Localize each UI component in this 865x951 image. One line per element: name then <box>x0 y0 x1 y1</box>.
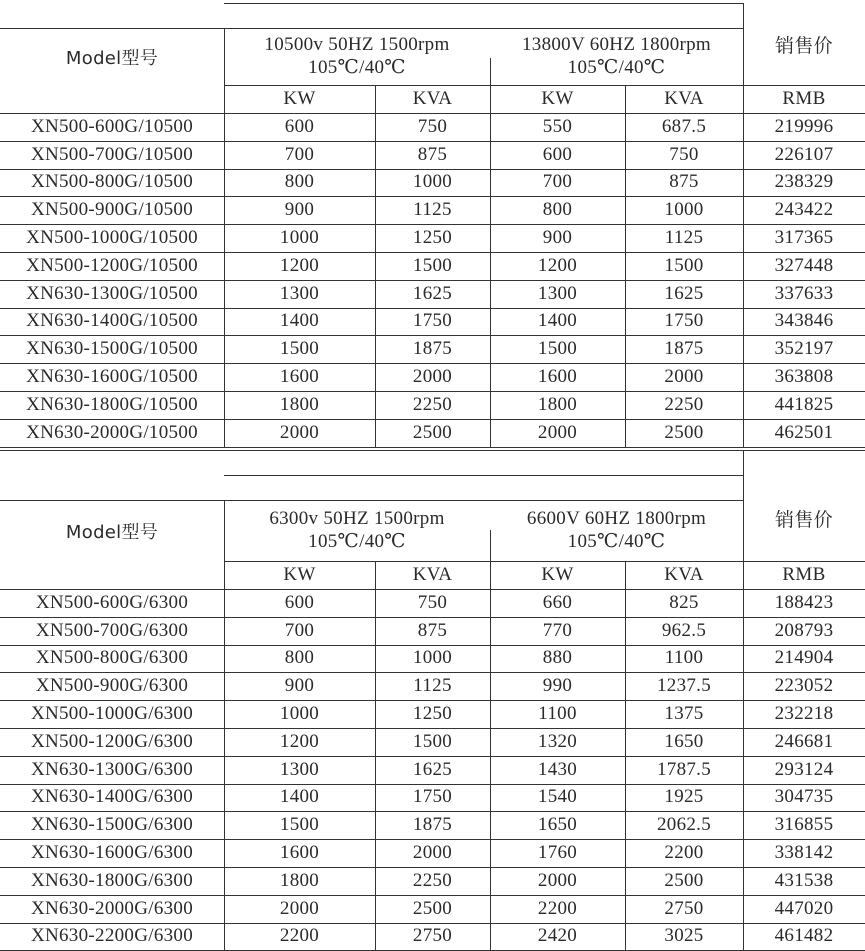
unit-header: RMB <box>782 88 826 109</box>
grid-line-vertical <box>625 561 626 950</box>
kw-a-cell: 2000 <box>279 421 320 443</box>
table-row <box>0 252 865 280</box>
kva-a-cell: 750 <box>417 591 448 613</box>
table-row <box>0 589 865 617</box>
kva-b-cell: 1750 <box>664 310 704 332</box>
price-header-label: 销售价 <box>775 34 833 57</box>
model-cell: XN630-1300G/6300 <box>30 758 194 780</box>
model-cell: XN500-800G/6300 <box>35 647 189 669</box>
unit-header: KW <box>283 564 316 585</box>
grid-line-vertical <box>743 475 744 950</box>
price-cell: 363808 <box>774 366 834 388</box>
grid-line-horizontal <box>224 85 865 86</box>
kw-a-cell: 1500 <box>279 814 320 836</box>
table-row <box>0 756 865 784</box>
unit-header: KVA <box>412 564 453 585</box>
kw-a-cell: 700 <box>284 619 315 641</box>
kva-b-cell: 1650 <box>664 730 704 752</box>
condition-b-temperature: 105℃/40℃ <box>567 531 666 552</box>
kva-a-cell: 1875 <box>412 814 453 836</box>
price-cell: 441825 <box>774 393 834 415</box>
kva-b-cell: 1125 <box>664 227 704 249</box>
kva-a-cell: 2250 <box>412 393 453 415</box>
kw-a-cell: 600 <box>284 115 315 137</box>
grid-line-horizontal <box>224 475 743 476</box>
grid-line-horizontal <box>0 811 865 812</box>
table-header <box>0 28 865 85</box>
model-cell: XN630-2000G/10500 <box>26 421 198 443</box>
kva-a-cell: 875 <box>417 619 448 641</box>
kva-b-cell: 1875 <box>664 338 704 360</box>
kva-b-cell: 2500 <box>664 869 704 891</box>
table-row <box>0 363 865 391</box>
kw-b-cell: 1200 <box>537 254 578 276</box>
grid-line-vertical <box>743 450 744 475</box>
table-row <box>0 728 865 756</box>
price-cell: 219996 <box>774 115 834 137</box>
kva-a-cell: 1875 <box>412 338 453 360</box>
price-cell: 238329 <box>774 171 834 193</box>
kw-a-cell: 1200 <box>279 254 320 276</box>
price-cell: 431538 <box>774 869 834 891</box>
kw-a-cell: 1300 <box>279 758 320 780</box>
kva-b-cell: 2750 <box>664 897 704 919</box>
kw-b-cell: 2000 <box>537 421 578 443</box>
grid-line-horizontal <box>0 308 865 309</box>
price-cell: 188423 <box>774 591 834 613</box>
grid-line-horizontal <box>0 224 865 225</box>
kva-a-cell: 2250 <box>412 869 453 891</box>
kw-a-cell: 1200 <box>279 730 320 752</box>
unit-header: KW <box>541 564 574 585</box>
grid-line-vertical <box>490 530 491 950</box>
kw-a-cell: 1800 <box>279 869 320 891</box>
grid-line-vertical <box>224 28 225 447</box>
kw-b-cell: 770 <box>542 619 573 641</box>
kw-b-cell: 2420 <box>537 925 578 947</box>
kw-b-cell: 660 <box>542 591 573 613</box>
table-row <box>0 672 865 700</box>
unit-header: KW <box>283 88 316 109</box>
grid-line-horizontal <box>0 839 865 840</box>
price-cell: 232218 <box>774 703 834 725</box>
kw-a-cell: 1500 <box>279 338 320 360</box>
table-row <box>0 419 865 447</box>
grid-line-horizontal <box>0 391 865 392</box>
kva-b-cell: 2500 <box>664 421 704 443</box>
kva-b-cell: 1625 <box>664 282 704 304</box>
grid-line-horizontal <box>0 756 865 757</box>
kw-b-cell: 2200 <box>537 897 578 919</box>
condition-b-rating: 13800V 60HZ 1800rpm <box>521 34 711 55</box>
model-column-header <box>0 500 224 561</box>
kva-a-cell: 2500 <box>412 421 453 443</box>
grid-line-horizontal <box>0 280 865 281</box>
kw-b-cell: 1600 <box>537 366 578 388</box>
grid-line-horizontal <box>0 617 865 618</box>
kva-a-cell: 1000 <box>412 171 453 193</box>
kw-b-cell: 1100 <box>538 703 577 725</box>
kva-a-cell: 1625 <box>412 758 453 780</box>
kw-b-cell: 1540 <box>537 786 578 808</box>
kw-a-cell: 2200 <box>279 925 320 947</box>
model-cell: XN500-1000G/10500 <box>26 227 198 249</box>
table-row <box>0 169 865 197</box>
grid-line-horizontal <box>0 728 865 729</box>
grid-line-horizontal <box>0 645 865 646</box>
units-row <box>0 561 865 589</box>
unit-header: KVA <box>412 88 453 109</box>
grid-line-horizontal <box>0 923 865 924</box>
condition-a-rating: 6300v 50HZ 1500rpm <box>269 508 445 529</box>
kva-b-cell: 750 <box>669 143 699 165</box>
price-cell: 246681 <box>774 730 834 752</box>
kva-b-cell: 1375 <box>664 703 704 725</box>
model-column-header <box>0 28 224 85</box>
price-cell: 317365 <box>774 227 834 249</box>
kw-b-cell: 700 <box>542 171 573 193</box>
kva-b-cell: 1100 <box>664 647 704 669</box>
kva-a-cell: 1125 <box>413 199 452 221</box>
model-header-label: Model型号 <box>65 521 159 543</box>
price-cell: 337633 <box>774 282 834 304</box>
kva-a-cell: 875 <box>417 143 448 165</box>
model-header-label: Model型号 <box>65 47 159 69</box>
grid-line-horizontal <box>0 867 865 868</box>
table-row <box>0 113 865 141</box>
kw-b-cell: 880 <box>542 647 573 669</box>
kva-a-cell: 1625 <box>412 282 453 304</box>
kw-a-cell: 1300 <box>279 282 320 304</box>
price-cell: 316855 <box>774 814 834 836</box>
table-row <box>0 224 865 252</box>
grid-line-vertical <box>490 58 491 447</box>
price-cell: 343846 <box>774 310 834 332</box>
model-cell: XN630-1800G/6300 <box>30 869 194 891</box>
table-row <box>0 784 865 812</box>
kva-a-cell: 1000 <box>412 647 453 669</box>
kw-b-cell: 900 <box>542 227 573 249</box>
grid-line-horizontal <box>0 450 865 451</box>
kw-b-cell: 2000 <box>537 869 578 891</box>
model-cell: XN500-600G/10500 <box>30 115 194 137</box>
kw-a-cell: 800 <box>284 171 315 193</box>
model-cell: XN630-1400G/6300 <box>30 786 194 808</box>
grid-line-horizontal <box>0 252 865 253</box>
table-row <box>0 335 865 363</box>
grid-line-vertical <box>375 85 376 447</box>
model-cell: XN630-1800G/10500 <box>26 393 198 415</box>
price-column-header <box>743 3 865 85</box>
model-cell: XN500-700G/6300 <box>35 619 189 641</box>
kva-b-cell: 875 <box>669 171 699 193</box>
kw-b-cell: 550 <box>542 115 573 137</box>
kva-a-cell: 1500 <box>412 254 453 276</box>
grid-line-horizontal <box>0 589 865 590</box>
model-cell: XN630-1500G/10500 <box>26 338 198 360</box>
kw-b-cell: 1500 <box>537 338 578 360</box>
kva-a-cell: 1250 <box>412 703 453 725</box>
price-cell: 243422 <box>774 199 834 221</box>
kva-b-cell: 1500 <box>664 254 704 276</box>
table-row <box>0 895 865 923</box>
table-row <box>0 391 865 419</box>
kva-b-cell: 687.5 <box>661 115 707 137</box>
condition-a-temperature: 105℃/40℃ <box>308 531 406 552</box>
price-cell: 462501 <box>774 421 834 443</box>
grid-line-horizontal <box>0 113 865 114</box>
kva-a-cell: 2000 <box>412 366 453 388</box>
price-cell: 338142 <box>774 842 834 864</box>
grid-line-vertical <box>625 85 626 447</box>
model-cell: XN630-1600G/10500 <box>26 366 198 388</box>
price-cell: 293124 <box>774 758 834 780</box>
table-row <box>0 867 865 895</box>
price-cell: 447020 <box>774 897 834 919</box>
kw-b-cell: 1300 <box>537 282 578 304</box>
price-column-header <box>743 475 865 561</box>
condition-b-rating: 6600V 60HZ 1800rpm <box>526 508 707 529</box>
kva-b-cell: 2250 <box>664 393 704 415</box>
kw-b-cell: 1320 <box>537 730 578 752</box>
kw-a-cell: 2000 <box>279 897 320 919</box>
table-row <box>0 141 865 169</box>
kw-b-cell: 1800 <box>537 393 578 415</box>
kw-b-cell: 990 <box>542 675 573 697</box>
kw-b-cell: 800 <box>542 199 573 221</box>
grid-line-horizontal <box>224 561 865 562</box>
kva-b-cell: 3025 <box>664 925 704 947</box>
table-row <box>0 839 865 867</box>
unit-header: KVA <box>664 564 704 585</box>
kva-b-cell: 1000 <box>664 199 704 221</box>
grid-line-horizontal <box>0 28 743 29</box>
grid-line-horizontal <box>0 500 743 501</box>
kw-a-cell: 600 <box>284 591 315 613</box>
grid-line-horizontal <box>0 895 865 896</box>
kva-b-cell: 2200 <box>664 842 704 864</box>
condition-header-a <box>224 500 490 561</box>
grid-line-horizontal <box>0 169 865 170</box>
model-cell: XN630-2000G/6300 <box>30 897 194 919</box>
kva-a-cell: 1750 <box>412 310 453 332</box>
model-cell: XN500-900G/10500 <box>30 199 194 221</box>
model-cell: XN630-1300G/10500 <box>26 282 198 304</box>
model-cell: XN630-1600G/6300 <box>30 842 194 864</box>
kw-b-cell: 600 <box>542 143 573 165</box>
model-cell: XN500-1000G/6300 <box>30 703 194 725</box>
grid-line-horizontal <box>0 700 865 701</box>
kw-b-cell: 1400 <box>537 310 578 332</box>
kw-b-cell: 1430 <box>537 758 578 780</box>
table-row <box>0 811 865 839</box>
price-cell: 352197 <box>774 338 834 360</box>
condition-header-b <box>490 28 743 85</box>
kw-a-cell: 1400 <box>279 310 320 332</box>
grid-line-horizontal <box>0 363 865 364</box>
kw-b-cell: 1650 <box>537 814 578 836</box>
kva-b-cell: 825 <box>669 591 699 613</box>
table-row <box>0 196 865 224</box>
kva-b-cell: 1787.5 <box>656 758 712 780</box>
price-cell: 327448 <box>774 254 834 276</box>
units-row <box>0 85 865 113</box>
grid-line-horizontal <box>0 196 865 197</box>
model-cell: XN500-800G/10500 <box>30 171 194 193</box>
kva-b-cell: 1925 <box>664 786 704 808</box>
condition-b-temperature: 105℃/40℃ <box>567 57 666 78</box>
kva-a-cell: 750 <box>417 115 448 137</box>
kva-a-cell: 1750 <box>412 786 453 808</box>
table-row <box>0 280 865 308</box>
kw-a-cell: 1600 <box>279 366 320 388</box>
condition-a-temperature: 105℃/40℃ <box>308 57 406 78</box>
table-header <box>0 500 865 561</box>
unit-header: KVA <box>664 88 704 109</box>
grid-line-horizontal <box>0 141 865 142</box>
kw-a-cell: 900 <box>284 199 315 221</box>
condition-header-b <box>490 500 743 561</box>
kva-a-cell: 1500 <box>412 730 453 752</box>
grid-line-horizontal <box>0 784 865 785</box>
model-cell: XN630-1500G/6300 <box>30 814 194 836</box>
kva-b-cell: 2062.5 <box>656 814 712 836</box>
price-cell: 461482 <box>774 925 834 947</box>
kw-a-cell: 1000 <box>279 703 320 725</box>
table-row <box>0 308 865 336</box>
model-cell: XN630-1400G/10500 <box>26 310 198 332</box>
grid-line-horizontal <box>0 335 865 336</box>
kw-a-cell: 1400 <box>279 786 320 808</box>
kw-a-cell: 1600 <box>279 842 320 864</box>
kva-a-cell: 1250 <box>412 227 453 249</box>
price-cell: 223052 <box>774 675 834 697</box>
grid-line-horizontal <box>0 447 865 448</box>
kva-a-cell: 2750 <box>412 925 453 947</box>
table-row <box>0 645 865 673</box>
model-cell: XN500-600G/6300 <box>35 591 189 613</box>
kva-a-cell: 2000 <box>412 842 453 864</box>
price-cell: 304735 <box>774 786 834 808</box>
kw-a-cell: 900 <box>284 675 315 697</box>
kw-a-cell: 700 <box>284 143 315 165</box>
model-cell: XN500-1200G/10500 <box>26 254 198 276</box>
kw-b-cell: 1760 <box>537 842 578 864</box>
model-cell: XN500-700G/10500 <box>30 143 194 165</box>
kva-b-cell: 2000 <box>664 366 704 388</box>
kva-b-cell: 962.5 <box>661 619 707 641</box>
grid-line-horizontal <box>224 3 743 4</box>
price-header-label: 销售价 <box>775 508 833 531</box>
kw-a-cell: 800 <box>284 647 315 669</box>
kva-a-cell: 2500 <box>412 897 453 919</box>
grid-line-horizontal <box>0 672 865 673</box>
grid-line-vertical <box>743 3 744 447</box>
kva-a-cell: 1125 <box>413 675 452 697</box>
table-row <box>0 700 865 728</box>
table-row <box>0 923 865 951</box>
grid-line-vertical <box>224 500 225 950</box>
kw-a-cell: 1000 <box>279 227 320 249</box>
condition-header-a <box>224 28 490 85</box>
table-row <box>0 617 865 645</box>
model-cell: XN500-900G/6300 <box>35 675 189 697</box>
kva-b-cell: 1237.5 <box>656 675 712 697</box>
price-cell: 226107 <box>774 143 834 165</box>
unit-header: RMB <box>782 564 826 585</box>
model-cell: XN630-2200G/6300 <box>30 925 194 947</box>
kw-a-cell: 1800 <box>279 393 320 415</box>
price-cell: 214904 <box>774 647 834 669</box>
grid-line-vertical <box>375 561 376 950</box>
unit-header: KW <box>541 88 574 109</box>
condition-a-rating: 10500v 50HZ 1500rpm <box>264 34 450 55</box>
grid-line-horizontal <box>0 419 865 420</box>
model-cell: XN500-1200G/6300 <box>30 730 194 752</box>
price-cell: 208793 <box>774 619 834 641</box>
